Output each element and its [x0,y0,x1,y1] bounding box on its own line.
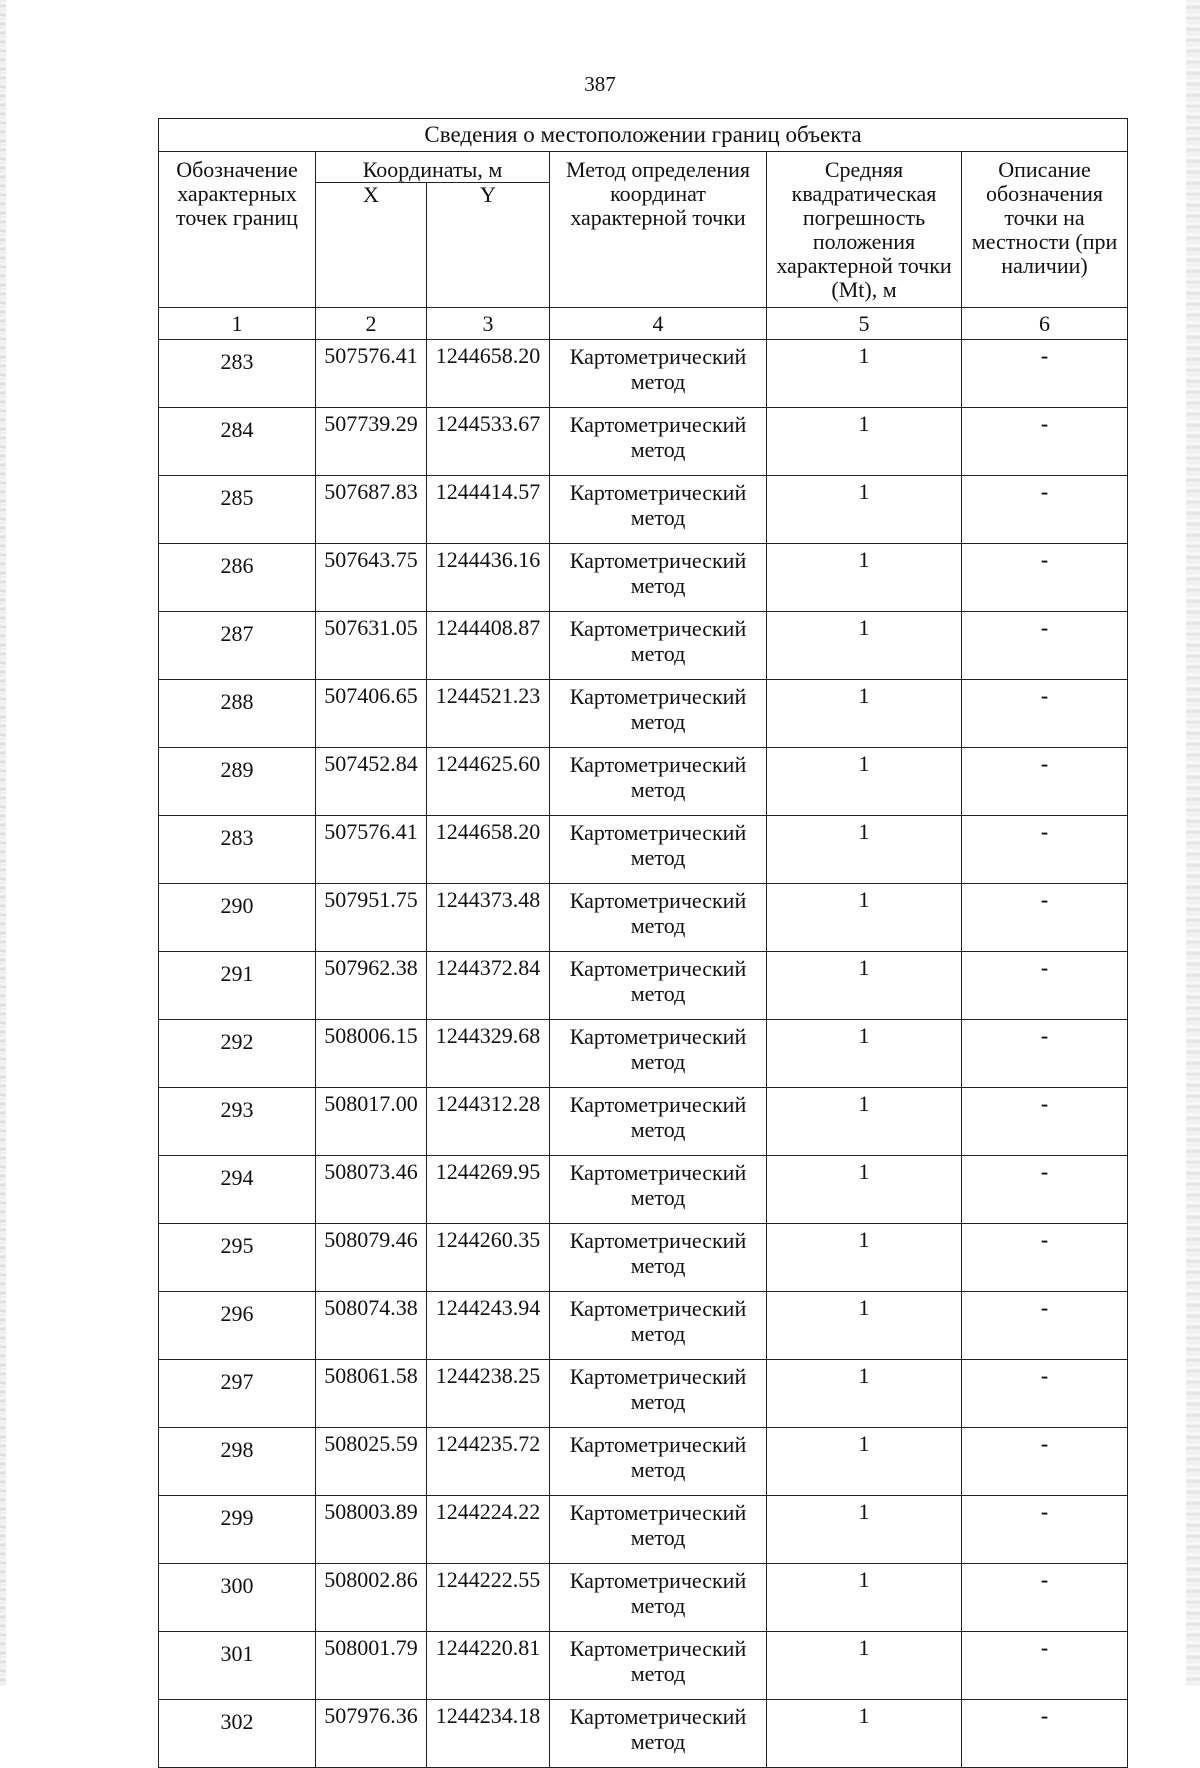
y-coordinate-cell: 1244658.20 [427,340,550,408]
point-designation-cell: 298 [159,1428,316,1496]
table-row [159,476,1128,544]
description-cell: - [962,680,1128,748]
x-coordinate-cell: 508074.38 [316,1292,427,1360]
x-coordinate-cell: 507576.41 [316,816,427,884]
y-coordinate-cell: 1244373.48 [427,884,550,952]
x-coordinate-cell: 507687.83 [316,476,427,544]
point-designation-cell: 291 [159,952,316,1020]
table-row [159,1224,1128,1292]
description-cell: - [962,884,1128,952]
x-coordinate-cell: 508073.46 [316,1156,427,1224]
description-cell: - [962,1700,1128,1768]
error-cell: 1 [767,612,962,680]
table-row [159,1360,1128,1428]
error-cell: 1 [767,1360,962,1428]
description-cell: - [962,1632,1128,1700]
method-cell: Картометрический метод [550,748,767,816]
description-cell: - [962,1020,1128,1088]
header-method: Метод определения координат характерной точки [550,152,767,308]
header-description: Описание обозначения точки на местности (при наличии) [962,152,1128,308]
method-cell: Картометрический метод [550,544,767,612]
header-y: Y [427,183,550,308]
description-cell: - [962,1224,1128,1292]
y-coordinate-cell: 1244238.25 [427,1360,550,1428]
error-cell: 1 [767,340,962,408]
x-coordinate-cell: 507976.36 [316,1700,427,1768]
description-cell: - [962,1156,1128,1224]
error-cell: 1 [767,1224,962,1292]
y-coordinate-cell: 1244372.84 [427,952,550,1020]
method-cell: Картометрический метод [550,952,767,1020]
x-coordinate-cell: 508061.58 [316,1360,427,1428]
error-cell: 1 [767,1632,962,1700]
column-number: 6 [962,308,1128,340]
method-cell: Картометрический метод [550,1564,767,1632]
point-designation-cell: 289 [159,748,316,816]
table-row [159,612,1128,680]
table-row [159,816,1128,884]
table-row [159,884,1128,952]
point-designation-cell: 285 [159,476,316,544]
method-cell: Картометрический метод [550,1496,767,1564]
header-x: X [316,183,427,308]
description-cell: - [962,1360,1128,1428]
table-row [159,544,1128,612]
y-coordinate-cell: 1244533.67 [427,408,550,476]
description-cell: - [962,748,1128,816]
description-cell: - [962,1088,1128,1156]
y-coordinate-cell: 1244625.60 [427,748,550,816]
description-cell: - [962,408,1128,476]
x-coordinate-cell: 507739.29 [316,408,427,476]
table-row [159,340,1128,408]
column-number: 3 [427,308,550,340]
point-designation-cell: 290 [159,884,316,952]
table-row [159,1632,1128,1700]
description-cell: - [962,544,1128,612]
x-coordinate-cell: 508079.46 [316,1224,427,1292]
error-cell: 1 [767,952,962,1020]
description-cell: - [962,1564,1128,1632]
method-cell: Картометрический метод [550,476,767,544]
y-coordinate-cell: 1244269.95 [427,1156,550,1224]
point-designation-cell: 284 [159,408,316,476]
method-cell: Картометрический метод [550,1700,767,1768]
table-row [159,408,1128,476]
y-coordinate-cell: 1244414.57 [427,476,550,544]
table-row [159,1700,1128,1768]
x-coordinate-cell: 508025.59 [316,1428,427,1496]
header-coordinates: Координаты, м [316,152,550,183]
method-cell: Картометрический метод [550,680,767,748]
y-coordinate-cell: 1244243.94 [427,1292,550,1360]
point-designation-cell: 287 [159,612,316,680]
error-cell: 1 [767,544,962,612]
error-cell: 1 [767,1428,962,1496]
column-number-row [159,308,1128,340]
table-row [159,952,1128,1020]
column-number: 5 [767,308,962,340]
column-number: 2 [316,308,427,340]
x-coordinate-cell: 508006.15 [316,1020,427,1088]
method-cell: Картометрический метод [550,1360,767,1428]
description-cell: - [962,1428,1128,1496]
method-cell: Картометрический метод [550,1088,767,1156]
method-cell: Картометрический метод [550,884,767,952]
point-designation-cell: 299 [159,1496,316,1564]
point-designation-cell: 286 [159,544,316,612]
table-body [159,340,1128,1768]
column-number: 1 [159,308,316,340]
point-designation-cell: 297 [159,1360,316,1428]
error-cell: 1 [767,1292,962,1360]
method-cell: Картометрический метод [550,340,767,408]
x-coordinate-cell: 507643.75 [316,544,427,612]
point-designation-cell: 293 [159,1088,316,1156]
method-cell: Картометрический метод [550,1428,767,1496]
method-cell: Картометрический метод [550,1224,767,1292]
description-cell: - [962,952,1128,1020]
table-row [159,1564,1128,1632]
x-coordinate-cell: 507631.05 [316,612,427,680]
table-row [159,680,1128,748]
method-cell: Картометрический метод [550,612,767,680]
x-coordinate-cell: 507452.84 [316,748,427,816]
point-designation-cell: 301 [159,1632,316,1700]
point-designation-cell: 288 [159,680,316,748]
table-row [159,748,1128,816]
x-coordinate-cell: 508003.89 [316,1496,427,1564]
point-designation-cell: 294 [159,1156,316,1224]
description-cell: - [962,1292,1128,1360]
table-row [159,1428,1128,1496]
description-cell: - [962,612,1128,680]
boundary-coordinates-table [158,118,1128,1768]
header-error: Средняя квадратическая погрешность положения характерной точки (Mt), м [767,152,962,308]
y-coordinate-cell: 1244260.35 [427,1224,550,1292]
point-designation-cell: 283 [159,340,316,408]
method-cell: Картометрический метод [550,816,767,884]
y-coordinate-cell: 1244658.20 [427,816,550,884]
error-cell: 1 [767,816,962,884]
method-cell: Картометрический метод [550,1632,767,1700]
method-cell: Картометрический метод [550,408,767,476]
x-coordinate-cell: 508002.86 [316,1564,427,1632]
y-coordinate-cell: 1244220.81 [427,1632,550,1700]
y-coordinate-cell: 1244436.16 [427,544,550,612]
table-row [159,1496,1128,1564]
point-designation-cell: 292 [159,1020,316,1088]
error-cell: 1 [767,476,962,544]
point-designation-cell: 283 [159,816,316,884]
description-cell: - [962,1496,1128,1564]
column-number: 4 [550,308,767,340]
x-coordinate-cell: 508001.79 [316,1632,427,1700]
error-cell: 1 [767,884,962,952]
y-coordinate-cell: 1244224.22 [427,1496,550,1564]
x-coordinate-cell: 507576.41 [316,340,427,408]
table-row [159,1020,1128,1088]
y-coordinate-cell: 1244235.72 [427,1428,550,1496]
y-coordinate-cell: 1244312.28 [427,1088,550,1156]
method-cell: Картометрический метод [550,1292,767,1360]
error-cell: 1 [767,1020,962,1088]
error-cell: 1 [767,1564,962,1632]
error-cell: 1 [767,1088,962,1156]
x-coordinate-cell: 508017.00 [316,1088,427,1156]
boundary-table-container [158,118,1127,1768]
table-caption: Сведения о местоположении границ объекта [159,119,1128,152]
point-designation-cell: 302 [159,1700,316,1768]
description-cell: - [962,816,1128,884]
x-coordinate-cell: 507406.65 [316,680,427,748]
error-cell: 1 [767,1700,962,1768]
x-coordinate-cell: 507962.38 [316,952,427,1020]
error-cell: 1 [767,680,962,748]
description-cell: - [962,340,1128,408]
error-cell: 1 [767,1156,962,1224]
method-cell: Картометрический метод [550,1156,767,1224]
description-cell: - [962,476,1128,544]
y-coordinate-cell: 1244234.18 [427,1700,550,1768]
error-cell: 1 [767,748,962,816]
scan-edge-left [0,0,6,1686]
y-coordinate-cell: 1244329.68 [427,1020,550,1088]
y-coordinate-cell: 1244222.55 [427,1564,550,1632]
y-coordinate-cell: 1244521.23 [427,680,550,748]
scan-edge-right [1186,0,1200,1686]
header-designation: Обозначение характерных точек границ [159,152,316,308]
method-cell: Картометрический метод [550,1020,767,1088]
table-row [159,1088,1128,1156]
x-coordinate-cell: 507951.75 [316,884,427,952]
point-designation-cell: 300 [159,1564,316,1632]
point-designation-cell: 295 [159,1224,316,1292]
y-coordinate-cell: 1244408.87 [427,612,550,680]
error-cell: 1 [767,1496,962,1564]
table-row [159,1292,1128,1360]
point-designation-cell: 296 [159,1292,316,1360]
error-cell: 1 [767,408,962,476]
page-number: 387 [584,72,616,96]
table-row [159,1156,1128,1224]
